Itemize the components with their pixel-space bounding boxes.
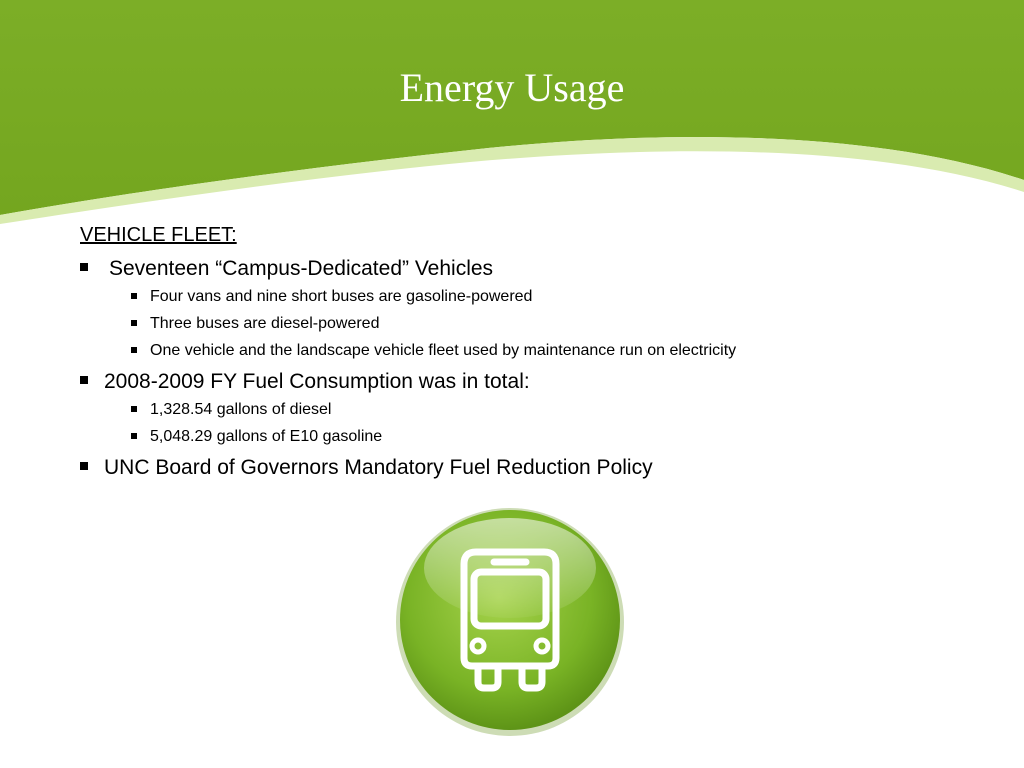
bullet-item — [80, 368, 1000, 396]
square-bullet-icon — [131, 433, 137, 439]
bus-icon — [394, 506, 626, 738]
sub-bullet-text: Four vans and nine short buses are gasoline-powered — [150, 288, 533, 305]
header-banner — [0, 0, 1024, 230]
sub-bullet-item — [80, 396, 1000, 423]
sub-bullet-text: 1,328.54 gallons of diesel — [150, 401, 332, 418]
bullet-text: 2008-2009 FY Fuel Consumption was in total: — [104, 370, 530, 393]
slide-title: Energy Usage — [399, 65, 625, 110]
bullet-item — [80, 255, 1000, 283]
sub-bullet-text: Three buses are diesel-powered — [150, 315, 380, 332]
square-bullet-icon — [131, 406, 137, 412]
square-bullet-icon — [80, 462, 88, 470]
slide-content — [80, 224, 1000, 482]
sub-bullet-item — [80, 423, 1000, 450]
bullet-item — [80, 454, 1000, 482]
bus-icon-badge — [394, 506, 626, 738]
sub-bullet-item — [80, 337, 1000, 364]
square-bullet-icon — [131, 293, 137, 299]
bullet-text: UNC Board of Governors Mandatory Fuel Reduction Policy — [104, 456, 653, 479]
sub-bullet-item — [80, 283, 1000, 310]
section-heading: VEHICLE FLEET: — [80, 224, 237, 246]
bullet-text: Seventeen “Campus-Dedicated” Vehicles — [109, 257, 494, 280]
sub-bullet-text: 5,048.29 gallons of E10 gasoline — [150, 428, 383, 445]
square-bullet-icon — [80, 263, 88, 271]
sub-bullet-item — [80, 310, 1000, 337]
sub-bullet-text: One vehicle and the landscape vehicle fleet used by maintenance run on electricity — [150, 342, 737, 359]
square-bullet-icon — [131, 320, 137, 326]
square-bullet-icon — [131, 347, 137, 353]
square-bullet-icon — [80, 376, 88, 384]
